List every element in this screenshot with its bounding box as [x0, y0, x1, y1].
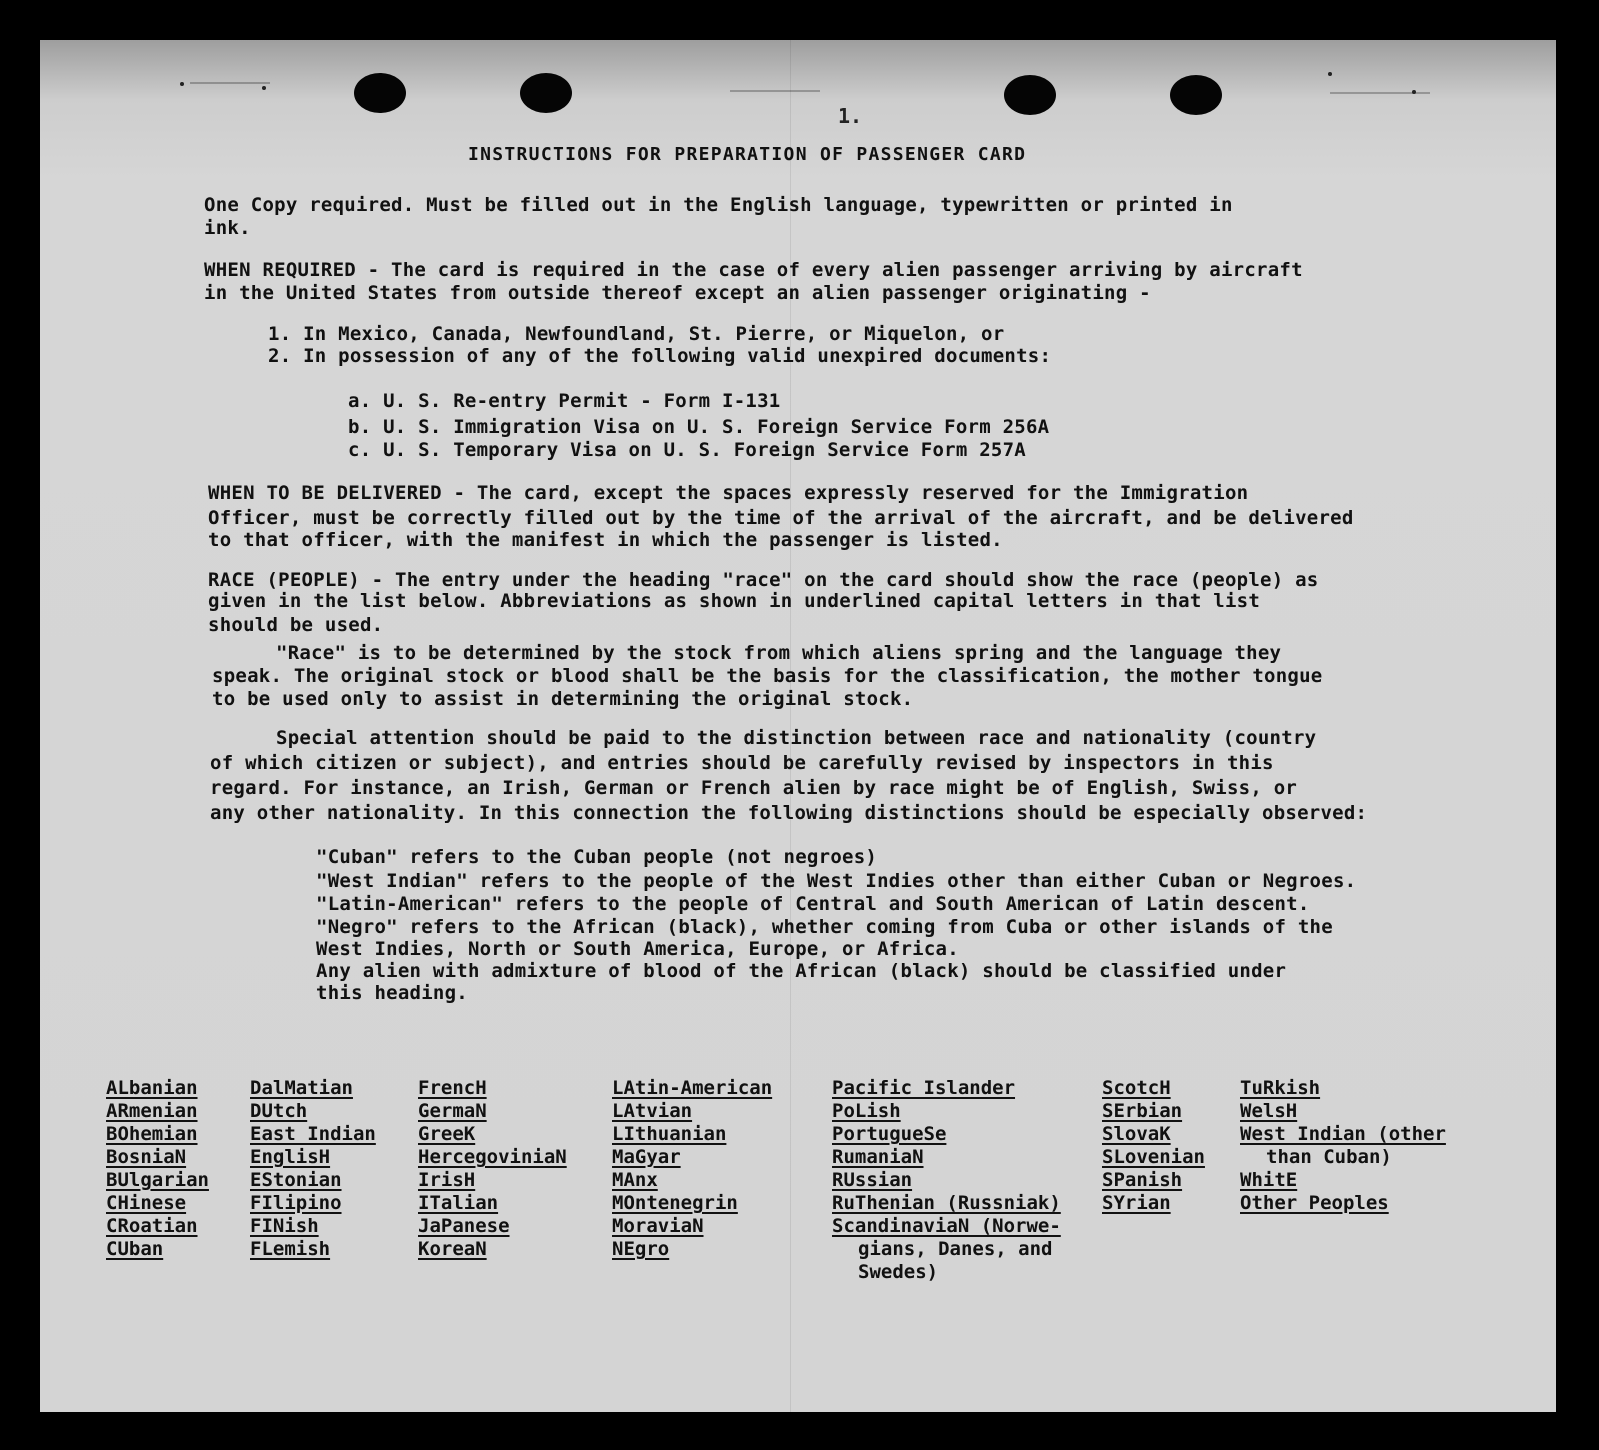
race-list-column — [612, 1077, 772, 1261]
when-delivered-line: WHEN TO BE DELIVERED - The card, except the spaces expressly reserved for the Immigration — [208, 482, 1249, 504]
special-line: any other nationality. In this connection the following distinctions should be especially observed: — [210, 802, 1368, 824]
race-list-item: DUtch — [250, 1100, 308, 1122]
race-list-item: EnglisH — [250, 1146, 331, 1168]
race-list-item: ScandinaviaN (Norwe- — [832, 1215, 1061, 1237]
race-list-item: FrencH — [418, 1077, 487, 1099]
race-list-item: BosniaN — [106, 1146, 187, 1168]
race-list-item: SlovaK — [1102, 1123, 1171, 1145]
punch-hole — [1170, 75, 1222, 115]
smudge — [190, 82, 270, 84]
fold-line — [790, 40, 791, 1412]
page-mark: 1. — [838, 104, 863, 128]
document-item: c. U. S. Temporary Visa on U. S. Foreign Service Form 257A — [348, 439, 1026, 461]
race-list-item: SLovenian — [1102, 1146, 1205, 1168]
race-list-item: West Indian (other — [1240, 1123, 1446, 1145]
speck — [262, 86, 266, 90]
page-title: INSTRUCTIONS FOR PREPARATION OF PASSENGER CARD — [468, 144, 1027, 165]
race-list-item: Other Peoples — [1240, 1192, 1389, 1214]
race-list-item: FIlipino — [250, 1192, 342, 1214]
race-definition-line: "Race" is to be determined by the stock from which aliens spring and the language they — [276, 642, 1282, 664]
race-list-item: JaPanese — [418, 1215, 510, 1237]
race-list-item: KoreaN — [418, 1238, 487, 1260]
race-list-item: MAnx — [612, 1169, 658, 1191]
race-list-item: ITalian — [418, 1192, 499, 1214]
when-required-line: in the United States from outside thereof except an alien passenger originating - — [204, 282, 1151, 304]
definition-line: "West Indian" refers to the people of the West Indies other than either Cuban or Negroes. — [316, 870, 1357, 892]
race-list-item: BOhemian — [106, 1123, 198, 1145]
race-list-column — [1102, 1077, 1205, 1215]
race-list-item: WelsH — [1240, 1100, 1298, 1122]
race-list-item: ARmenian — [106, 1100, 198, 1122]
definition-line: "Cuban" refers to the Cuban people (not negroes) — [316, 846, 878, 868]
race-list-column — [250, 1077, 376, 1261]
definition-line: West Indies, North or South America, Europe, or Africa. — [316, 938, 959, 960]
race-list-item: IrisH — [418, 1169, 476, 1191]
race-list-item: GermaN — [418, 1100, 487, 1122]
race-list-item: SPanish — [1102, 1169, 1183, 1191]
punch-hole — [520, 73, 572, 113]
definition-line: this heading. — [316, 982, 468, 1004]
smudge — [730, 90, 820, 92]
punch-hole — [354, 73, 406, 113]
race-line: given in the list below. Abbreviations as shown in underlined capital letters in that list — [208, 590, 1261, 612]
race-line: should be used. — [208, 614, 384, 636]
race-list-item: RUssian — [832, 1169, 913, 1191]
when-delivered-line: Officer, must be correctly filled out by the time of the arrival of the aircraft, and be delivered — [208, 507, 1354, 529]
speck — [180, 82, 184, 86]
race-list-item: ScotcH — [1102, 1077, 1171, 1099]
race-definition-line: to be used only to assist in determining the original stock. — [212, 688, 914, 710]
when-delivered-line: to that officer, with the manifest in which the passenger is listed. — [208, 529, 1003, 551]
race-list-item: GreeK — [418, 1123, 476, 1145]
definition-line: Any alien with admixture of blood of the African (black) should be classified under — [316, 960, 1287, 982]
race-list-item: FINish — [250, 1215, 319, 1237]
intro-line: ink. — [204, 217, 251, 239]
numbered-item: 2. In possession of any of the following valid unexpired documents: — [268, 345, 1052, 367]
speck — [1412, 90, 1416, 94]
special-line: Special attention should be paid to the distinction between race and nationality (country — [276, 727, 1317, 749]
definition-line: "Negro" refers to the African (black), whether coming from Cuba or other islands of the — [316, 916, 1333, 938]
race-list-item: FLemish — [250, 1238, 331, 1260]
race-list-column — [1240, 1077, 1446, 1215]
race-list-item: LAtvian — [612, 1100, 693, 1122]
race-list-item: LAtin-American — [612, 1077, 773, 1099]
race-list-item: RuThenian (Russniak) — [832, 1192, 1061, 1214]
race-list-item: CRoatian — [106, 1215, 198, 1237]
race-list-item: ALbanian — [106, 1077, 198, 1099]
race-list-item: PortugueSe — [832, 1123, 947, 1145]
race-list-item: PoLish — [832, 1100, 901, 1122]
race-list-item: SErbian — [1102, 1100, 1183, 1122]
race-list-column — [418, 1077, 567, 1261]
race-list-item: HercegoviniaN — [418, 1146, 567, 1168]
race-list-item: BUlgarian — [106, 1169, 209, 1191]
document-item: a. U. S. Re-entry Permit - Form I-131 — [348, 390, 781, 412]
numbered-item: 1. In Mexico, Canada, Newfoundland, St. Pierre, or Miquelon, or — [268, 323, 1005, 345]
race-list-item: DalMatian — [250, 1077, 353, 1099]
race-list-item: CHinese — [106, 1192, 187, 1214]
race-list-item: EStonian — [250, 1169, 342, 1191]
race-line: RACE (PEOPLE) - The entry under the heading "race" on the card should show the race (people) as — [208, 569, 1319, 591]
race-list-item: TuRkish — [1240, 1077, 1321, 1099]
race-list-item: SYrian — [1102, 1192, 1171, 1214]
race-list-item: LIthuanian — [612, 1123, 727, 1145]
race-list-item: CUban — [106, 1238, 164, 1260]
race-list-item: MoraviaN — [612, 1215, 704, 1237]
race-definition-line: speak. The original stock or blood shall be the basis for the classification, the mother tongue — [212, 665, 1323, 687]
race-list-item: MOntenegrin — [612, 1192, 738, 1214]
definition-line: "Latin-American" refers to the people of Central and South American of Latin descent. — [316, 893, 1310, 915]
race-list-item: RumaniaN — [832, 1146, 924, 1168]
race-list-item: WhitE — [1240, 1169, 1298, 1191]
race-list-item: than Cuban) — [1266, 1146, 1392, 1168]
race-list-item: East Indian — [250, 1123, 376, 1145]
document-page — [40, 40, 1556, 1412]
punch-hole — [1004, 75, 1056, 115]
race-list-item: Swedes) — [858, 1261, 939, 1283]
speck — [1328, 72, 1332, 76]
race-list-item: Pacific Islander — [832, 1077, 1016, 1099]
race-list-column — [832, 1077, 1061, 1284]
intro-line: One Copy required. Must be filled out in the English language, typewritten or printed in — [204, 194, 1233, 216]
special-line: of which citizen or subject), and entries should be carefully revised by inspectors in this — [210, 752, 1274, 774]
race-list-column — [106, 1077, 209, 1261]
race-list-item: MaGyar — [612, 1146, 681, 1168]
race-list-item: NEgro — [612, 1238, 670, 1260]
special-line: regard. For instance, an Irish, German or French alien by race might be of English, Swiss, or — [210, 777, 1298, 799]
race-list-item: gians, Danes, and — [858, 1238, 1053, 1260]
document-item: b. U. S. Immigration Visa on U. S. Foreign Service Form 256A — [348, 416, 1050, 438]
when-required-line: WHEN REQUIRED - The card is required in the case of every alien passenger arriving by aircraft — [204, 259, 1303, 281]
